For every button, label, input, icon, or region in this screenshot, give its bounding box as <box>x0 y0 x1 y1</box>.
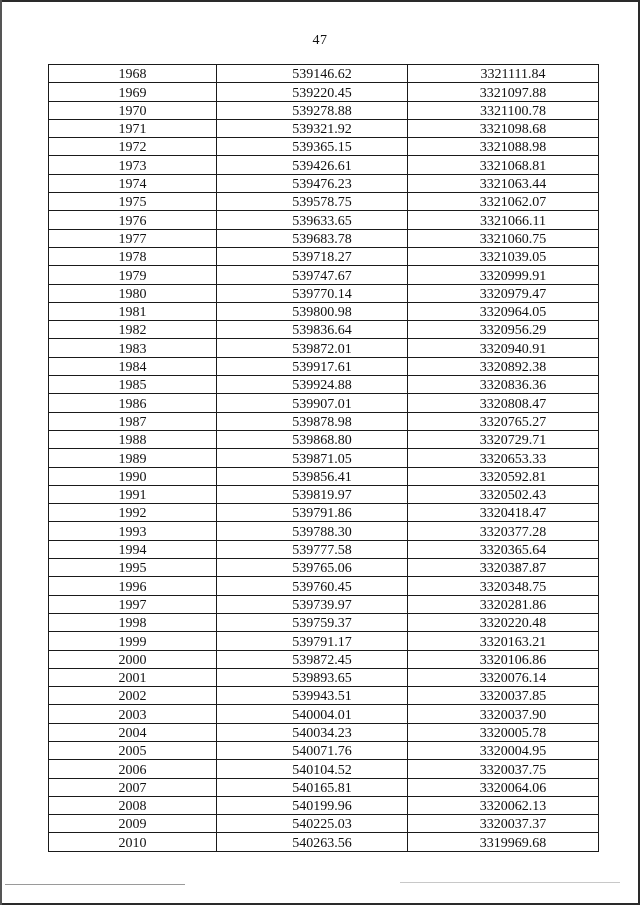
x-coordinate-cell <box>217 723 408 741</box>
footer-rule-right <box>400 882 620 883</box>
year-cell: 1980 <box>49 284 217 302</box>
y-coordinate-cell <box>408 302 599 320</box>
y-coordinate-cell <box>408 815 599 833</box>
y-coordinate-cell <box>408 705 599 723</box>
x-coordinate-cell <box>217 449 408 467</box>
table-row <box>49 284 599 302</box>
year-cell: 1991 <box>49 485 217 503</box>
table-body <box>49 65 599 852</box>
year-cell: 1969 <box>49 83 217 101</box>
y-coordinate-cell-text: 3320220.48 <box>479 616 547 632</box>
x-coordinate-cell-text: 539836.64 <box>292 323 352 339</box>
x-coordinate-cell <box>217 577 408 595</box>
y-coordinate-cell-text: 3320999.91 <box>479 268 547 284</box>
x-coordinate-cell-text: 539739.97 <box>292 597 352 613</box>
x-coordinate-cell-text: 539578.75 <box>292 195 352 211</box>
year-cell: 2001 <box>49 668 217 686</box>
table-row <box>49 796 599 814</box>
table-row <box>49 668 599 686</box>
year-cell: 1998 <box>49 613 217 631</box>
table-row <box>49 613 599 631</box>
y-coordinate-cell <box>408 266 599 284</box>
year-cell: 2009 <box>49 815 217 833</box>
year-cell: 1987 <box>49 412 217 430</box>
y-coordinate-cell-text: 3321068.81 <box>479 158 547 174</box>
x-coordinate-cell <box>217 229 408 247</box>
table-row <box>49 778 599 796</box>
y-coordinate-cell <box>408 723 599 741</box>
x-coordinate-cell-text: 539917.61 <box>292 360 352 376</box>
y-coordinate-cell <box>408 284 599 302</box>
table-row <box>49 687 599 705</box>
year-cell: 2006 <box>49 760 217 778</box>
x-coordinate-cell <box>217 394 408 412</box>
y-coordinate-cell <box>408 577 599 595</box>
y-coordinate-cell <box>408 412 599 430</box>
y-coordinate-cell-text: 3320348.75 <box>479 579 547 595</box>
x-coordinate-cell-text: 539770.14 <box>292 286 352 302</box>
year-cell: 1973 <box>49 156 217 174</box>
x-coordinate-cell <box>217 559 408 577</box>
x-coordinate-cell-text: 539800.98 <box>292 305 352 321</box>
table-row <box>49 595 599 613</box>
scan-edge-left <box>0 0 2 905</box>
table-row <box>49 632 599 650</box>
y-coordinate-cell-text: 3320281.86 <box>479 597 547 613</box>
table-row <box>49 302 599 320</box>
x-coordinate-cell <box>217 760 408 778</box>
y-coordinate-cell <box>408 650 599 668</box>
y-coordinate-cell <box>408 613 599 631</box>
x-coordinate-cell <box>217 65 408 83</box>
table-row <box>49 229 599 247</box>
y-coordinate-cell-text: 3321060.75 <box>479 231 547 247</box>
y-coordinate-cell <box>408 174 599 192</box>
y-coordinate-cell-text: 3321062.07 <box>479 195 547 211</box>
year-cell: 1986 <box>49 394 217 412</box>
x-coordinate-cell-text: 540225.03 <box>292 817 352 833</box>
y-coordinate-cell-text: 3320004.95 <box>479 744 547 760</box>
y-coordinate-cell-text: 3320592.81 <box>479 469 547 485</box>
x-coordinate-cell-text: 539819.97 <box>292 488 352 504</box>
year-cell: 2005 <box>49 741 217 759</box>
x-coordinate-cell-text: 539924.88 <box>292 378 352 394</box>
y-coordinate-cell <box>408 101 599 119</box>
table-row <box>49 65 599 83</box>
y-coordinate-cell <box>408 595 599 613</box>
table-row <box>49 741 599 759</box>
y-coordinate-cell-text: 3320765.27 <box>479 414 547 430</box>
y-coordinate-cell-text: 3321088.98 <box>479 140 547 156</box>
y-coordinate-cell <box>408 741 599 759</box>
x-coordinate-cell-text: 539893.65 <box>292 671 352 687</box>
y-coordinate-cell <box>408 540 599 558</box>
x-coordinate-cell <box>217 101 408 119</box>
year-cell: 1978 <box>49 247 217 265</box>
y-coordinate-cell <box>408 357 599 375</box>
y-coordinate-cell-text: 3321097.88 <box>479 85 547 101</box>
table-row <box>49 467 599 485</box>
table-row <box>49 650 599 668</box>
year-cell: 1994 <box>49 540 217 558</box>
x-coordinate-cell-text: 539426.61 <box>292 158 352 174</box>
table-row <box>49 449 599 467</box>
y-coordinate-cell-text: 3320377.28 <box>479 524 547 540</box>
x-coordinate-cell-text: 539633.65 <box>292 213 352 229</box>
year-cell: 1968 <box>49 65 217 83</box>
x-coordinate-cell <box>217 595 408 613</box>
year-cell: 1990 <box>49 467 217 485</box>
y-coordinate-cell-text: 3320076.14 <box>479 671 547 687</box>
y-coordinate-cell-text: 3320365.64 <box>479 543 547 559</box>
x-coordinate-cell-text: 539760.45 <box>292 579 352 595</box>
x-coordinate-cell-text: 539868.80 <box>292 433 352 449</box>
x-coordinate-cell-text: 539476.23 <box>292 177 352 193</box>
x-coordinate-cell <box>217 430 408 448</box>
table-row <box>49 247 599 265</box>
year-cell: 1981 <box>49 302 217 320</box>
year-cell: 1996 <box>49 577 217 595</box>
y-coordinate-cell-text: 3320964.05 <box>479 305 547 321</box>
year-cell: 1993 <box>49 522 217 540</box>
year-cell: 2010 <box>49 833 217 851</box>
y-coordinate-cell-text: 3320940.91 <box>479 341 547 357</box>
year-cell: 1971 <box>49 119 217 137</box>
table-row <box>49 540 599 558</box>
year-cell: 1992 <box>49 504 217 522</box>
scan-edge-top <box>0 0 640 2</box>
table-row <box>49 83 599 101</box>
x-coordinate-cell <box>217 339 408 357</box>
y-coordinate-cell-text: 3320892.38 <box>479 360 547 376</box>
table-row <box>49 760 599 778</box>
y-coordinate-cell <box>408 504 599 522</box>
x-coordinate-cell-text: 540165.81 <box>292 780 352 796</box>
year-cell: 1982 <box>49 321 217 339</box>
y-coordinate-cell <box>408 376 599 394</box>
x-coordinate-cell <box>217 540 408 558</box>
page-number: 47 <box>312 33 328 48</box>
y-coordinate-cell <box>408 394 599 412</box>
y-coordinate-cell-text: 3320729.71 <box>479 433 547 449</box>
y-coordinate-cell-text: 3321063.44 <box>479 177 547 193</box>
year-cell: 2000 <box>49 650 217 668</box>
y-coordinate-cell-text: 3320037.75 <box>479 762 547 778</box>
x-coordinate-cell-text: 539788.30 <box>292 524 352 540</box>
x-coordinate-cell-text: 540034.23 <box>292 725 352 741</box>
y-coordinate-cell <box>408 247 599 265</box>
y-coordinate-cell <box>408 760 599 778</box>
y-coordinate-cell <box>408 339 599 357</box>
x-coordinate-cell-text: 539856.41 <box>292 469 352 485</box>
year-cell: 1997 <box>49 595 217 613</box>
year-cell: 2003 <box>49 705 217 723</box>
y-coordinate-cell-text: 3320106.86 <box>479 652 547 668</box>
year-cell: 1975 <box>49 193 217 211</box>
x-coordinate-cell <box>217 613 408 631</box>
x-coordinate-cell <box>217 632 408 650</box>
x-coordinate-cell <box>217 687 408 705</box>
x-coordinate-cell-text: 540199.96 <box>292 799 352 815</box>
table-row <box>49 412 599 430</box>
x-coordinate-cell <box>217 504 408 522</box>
x-coordinate-cell-text: 539146.62 <box>292 67 352 83</box>
x-coordinate-cell <box>217 302 408 320</box>
y-coordinate-cell <box>408 796 599 814</box>
year-cell: 1970 <box>49 101 217 119</box>
y-coordinate-cell-text: 3319969.68 <box>479 835 547 851</box>
year-cell: 2004 <box>49 723 217 741</box>
x-coordinate-cell <box>217 485 408 503</box>
year-cell: 1984 <box>49 357 217 375</box>
y-coordinate-cell <box>408 119 599 137</box>
x-coordinate-cell <box>217 193 408 211</box>
x-coordinate-cell <box>217 174 408 192</box>
y-coordinate-cell-text: 3320037.90 <box>479 707 547 723</box>
y-coordinate-cell <box>408 485 599 503</box>
table-row <box>49 266 599 284</box>
x-coordinate-cell-text: 539878.98 <box>292 414 352 430</box>
coordinates-table <box>48 64 599 852</box>
x-coordinate-cell-text: 539907.01 <box>292 396 352 412</box>
x-coordinate-cell-text: 539791.17 <box>292 634 352 650</box>
year-cell: 1974 <box>49 174 217 192</box>
year-cell: 1989 <box>49 449 217 467</box>
y-coordinate-cell-text: 3321039.05 <box>479 250 547 266</box>
y-coordinate-cell <box>408 559 599 577</box>
year-cell: 1976 <box>49 211 217 229</box>
y-coordinate-cell <box>408 778 599 796</box>
year-cell: 2007 <box>49 778 217 796</box>
table-row <box>49 174 599 192</box>
x-coordinate-cell <box>217 266 408 284</box>
x-coordinate-cell-text: 540004.01 <box>292 707 352 723</box>
x-coordinate-cell <box>217 321 408 339</box>
x-coordinate-cell-text: 540104.52 <box>292 762 352 778</box>
x-coordinate-cell-text: 539718.27 <box>292 250 352 266</box>
x-coordinate-cell-text: 539872.01 <box>292 341 352 357</box>
table-row <box>49 101 599 119</box>
y-coordinate-cell <box>408 83 599 101</box>
x-coordinate-cell-text: 539871.05 <box>292 451 352 467</box>
y-coordinate-cell <box>408 138 599 156</box>
y-coordinate-cell <box>408 632 599 650</box>
y-coordinate-cell-text: 3320418.47 <box>479 506 547 522</box>
table-row <box>49 833 599 851</box>
x-coordinate-cell <box>217 815 408 833</box>
x-coordinate-cell <box>217 412 408 430</box>
x-coordinate-cell <box>217 376 408 394</box>
y-coordinate-cell-text: 3321066.11 <box>480 213 546 229</box>
x-coordinate-cell <box>217 247 408 265</box>
year-cell: 1979 <box>49 266 217 284</box>
x-coordinate-cell-text: 540071.76 <box>292 744 352 760</box>
x-coordinate-cell-text: 539872.45 <box>292 652 352 668</box>
y-coordinate-cell-text: 3320653.33 <box>479 451 547 467</box>
table-row <box>49 211 599 229</box>
table-row <box>49 430 599 448</box>
table-row <box>49 321 599 339</box>
table-row <box>49 339 599 357</box>
table-row <box>49 504 599 522</box>
year-cell: 1988 <box>49 430 217 448</box>
table-row <box>49 156 599 174</box>
y-coordinate-cell-text: 3320956.29 <box>479 323 547 339</box>
x-coordinate-cell-text: 539759.37 <box>292 616 352 632</box>
y-coordinate-cell-text: 3320062.13 <box>479 799 547 815</box>
y-coordinate-cell-text: 3320502.43 <box>479 488 547 504</box>
year-cell: 1995 <box>49 559 217 577</box>
x-coordinate-cell <box>217 741 408 759</box>
x-coordinate-cell <box>217 650 408 668</box>
table-row <box>49 394 599 412</box>
x-coordinate-cell-text: 540263.56 <box>292 835 352 851</box>
y-coordinate-cell <box>408 321 599 339</box>
y-coordinate-cell <box>408 687 599 705</box>
x-coordinate-cell-text: 539765.06 <box>292 561 352 577</box>
year-cell: 1972 <box>49 138 217 156</box>
table-row <box>49 357 599 375</box>
y-coordinate-cell <box>408 449 599 467</box>
year-cell: 2008 <box>49 796 217 814</box>
x-coordinate-cell <box>217 357 408 375</box>
y-coordinate-cell-text: 3320064.06 <box>479 780 547 796</box>
year-cell: 2002 <box>49 687 217 705</box>
y-coordinate-cell-text: 3321098.68 <box>479 122 547 138</box>
table-row <box>49 815 599 833</box>
y-coordinate-cell <box>408 522 599 540</box>
year-cell: 1977 <box>49 229 217 247</box>
x-coordinate-cell-text: 539791.86 <box>292 506 352 522</box>
x-coordinate-cell <box>217 833 408 851</box>
year-cell: 1985 <box>49 376 217 394</box>
table-row <box>49 485 599 503</box>
x-coordinate-cell <box>217 211 408 229</box>
x-coordinate-cell <box>217 778 408 796</box>
x-coordinate-cell <box>217 83 408 101</box>
x-coordinate-cell <box>217 284 408 302</box>
table-row <box>49 559 599 577</box>
table-row <box>49 705 599 723</box>
x-coordinate-cell <box>217 156 408 174</box>
y-coordinate-cell <box>408 668 599 686</box>
x-coordinate-cell-text: 539777.58 <box>292 543 352 559</box>
x-coordinate-cell <box>217 467 408 485</box>
x-coordinate-cell <box>217 668 408 686</box>
x-coordinate-cell <box>217 119 408 137</box>
x-coordinate-cell-text: 539943.51 <box>292 689 352 705</box>
table-row <box>49 193 599 211</box>
table-row <box>49 376 599 394</box>
x-coordinate-cell <box>217 522 408 540</box>
y-coordinate-cell <box>408 193 599 211</box>
year-cell: 1999 <box>49 632 217 650</box>
y-coordinate-cell <box>408 467 599 485</box>
y-coordinate-cell <box>408 156 599 174</box>
table-row <box>49 138 599 156</box>
y-coordinate-cell-text: 3320163.21 <box>479 634 547 650</box>
x-coordinate-cell-text: 539747.67 <box>292 268 352 284</box>
y-coordinate-cell-text: 3321111.84 <box>480 67 546 83</box>
y-coordinate-cell-text: 3320387.87 <box>479 561 547 577</box>
x-coordinate-cell-text: 539365.15 <box>292 140 352 156</box>
y-coordinate-cell-text: 3321100.78 <box>480 103 546 119</box>
y-coordinate-cell-text: 3320836.36 <box>479 378 547 394</box>
y-coordinate-cell <box>408 430 599 448</box>
x-coordinate-cell <box>217 138 408 156</box>
y-coordinate-cell-text: 3320037.85 <box>479 689 547 705</box>
x-coordinate-cell-text: 539321.92 <box>292 122 352 138</box>
x-coordinate-cell-text: 539220.45 <box>292 85 352 101</box>
x-coordinate-cell-text: 539278.88 <box>292 103 352 119</box>
y-coordinate-cell <box>408 211 599 229</box>
x-coordinate-cell <box>217 705 408 723</box>
table-row <box>49 522 599 540</box>
y-coordinate-cell <box>408 65 599 83</box>
y-coordinate-cell-text: 3320005.78 <box>479 725 547 741</box>
y-coordinate-cell-text: 3320808.47 <box>479 396 547 412</box>
table-row <box>49 723 599 741</box>
year-cell: 1983 <box>49 339 217 357</box>
footer-rule-left <box>5 884 185 885</box>
y-coordinate-cell-text: 3320037.37 <box>479 817 547 833</box>
x-coordinate-cell-text: 539683.78 <box>292 231 352 247</box>
y-coordinate-cell-text: 3320979.47 <box>479 286 547 302</box>
table-row <box>49 577 599 595</box>
x-coordinate-cell <box>217 796 408 814</box>
y-coordinate-cell <box>408 833 599 851</box>
table-row <box>49 119 599 137</box>
y-coordinate-cell <box>408 229 599 247</box>
